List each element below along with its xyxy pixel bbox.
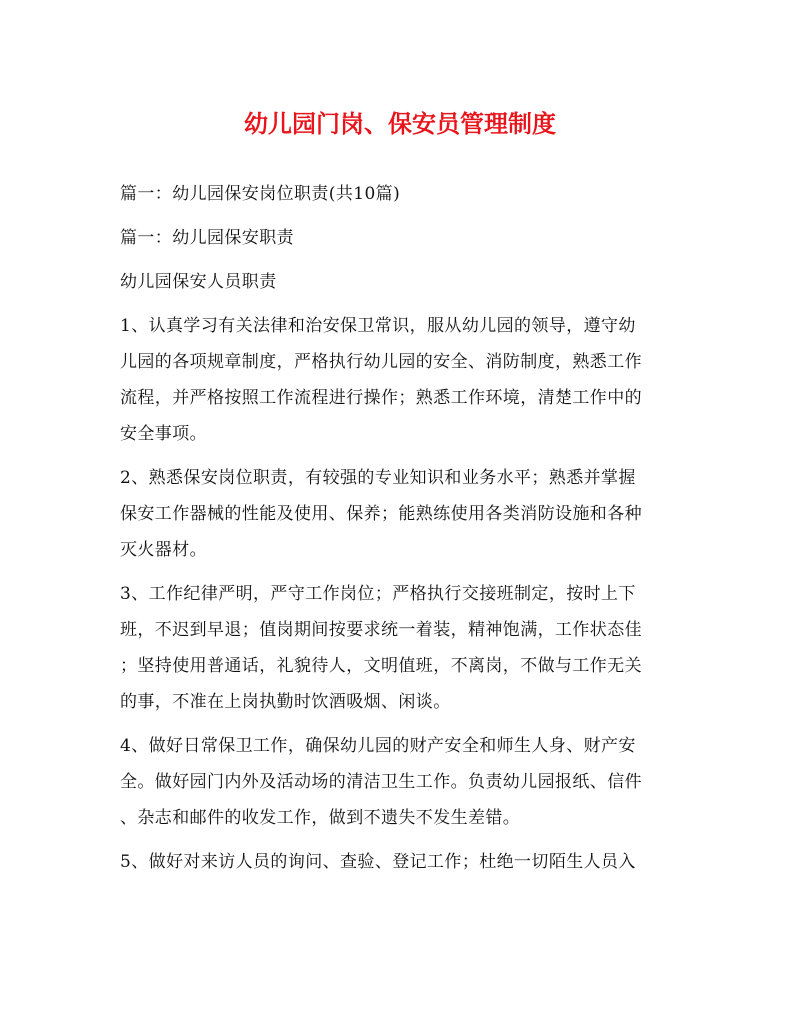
paragraph-line: 保安工作器械的性能及使用、保养；能熟练使用各类消防设施和各种: [120, 504, 642, 524]
paragraph-line: 安全事项。: [120, 424, 207, 444]
paragraph-line: 儿园的各项规章制度，严格执行幼儿园的安全、消防制度，熟悉工作: [120, 352, 642, 372]
paragraph-line: 4、做好日常保卫工作，确保幼儿园的财产安全和师生人身、财产安: [120, 736, 636, 756]
paragraph-line: 1、认真学习有关法律和治安保卫常识，服从幼儿园的领导，遵守幼: [120, 316, 636, 336]
section-heading: 篇一：幼儿园保安岗位职责(共10篇): [120, 184, 401, 204]
paragraph-line: 的事，不准在上岗执勤时饮酒吸烟、闲谈。: [120, 692, 451, 712]
paragraph-line: 2、熟悉保安岗位职责，有较强的专业知识和业务水平；熟悉并掌握: [120, 468, 636, 488]
paragraph-line: ；坚持使用普通话，礼貌待人，文明值班，不离岗，不做与工作无关: [120, 656, 642, 676]
paragraph-line: 5、做好对来访人员的询问、查验、登记工作；杜绝一切陌生人员入: [120, 852, 636, 872]
paragraph-line: 班，不迟到早退；值岗期间按要求统一着装，精神饱满，工作状态佳: [120, 620, 642, 640]
paragraph-line: 全。做好园门内外及活动场的清洁卫生工作。负责幼儿园报纸、信件: [120, 772, 642, 792]
paragraph-line: 、杂志和邮件的收发工作，做到不遗失不发生差错。: [120, 808, 521, 828]
document-title: 幼儿园门岗、保安员管理制度: [244, 110, 556, 138]
paragraph-line: 灭火器材。: [120, 540, 207, 560]
paragraph-line: 3、工作纪律严明，严守工作岗位；严格执行交接班制定，按时上下: [120, 584, 636, 604]
section-heading: 篇一：幼儿园保安职责: [120, 228, 294, 248]
paragraph-line: 流程，并严格按照工作流程进行操作；熟悉工作环境，清楚工作中的: [120, 388, 642, 408]
section-subheading: 幼儿园保安人员职责: [120, 272, 277, 292]
document-body: [120, 176, 680, 880]
